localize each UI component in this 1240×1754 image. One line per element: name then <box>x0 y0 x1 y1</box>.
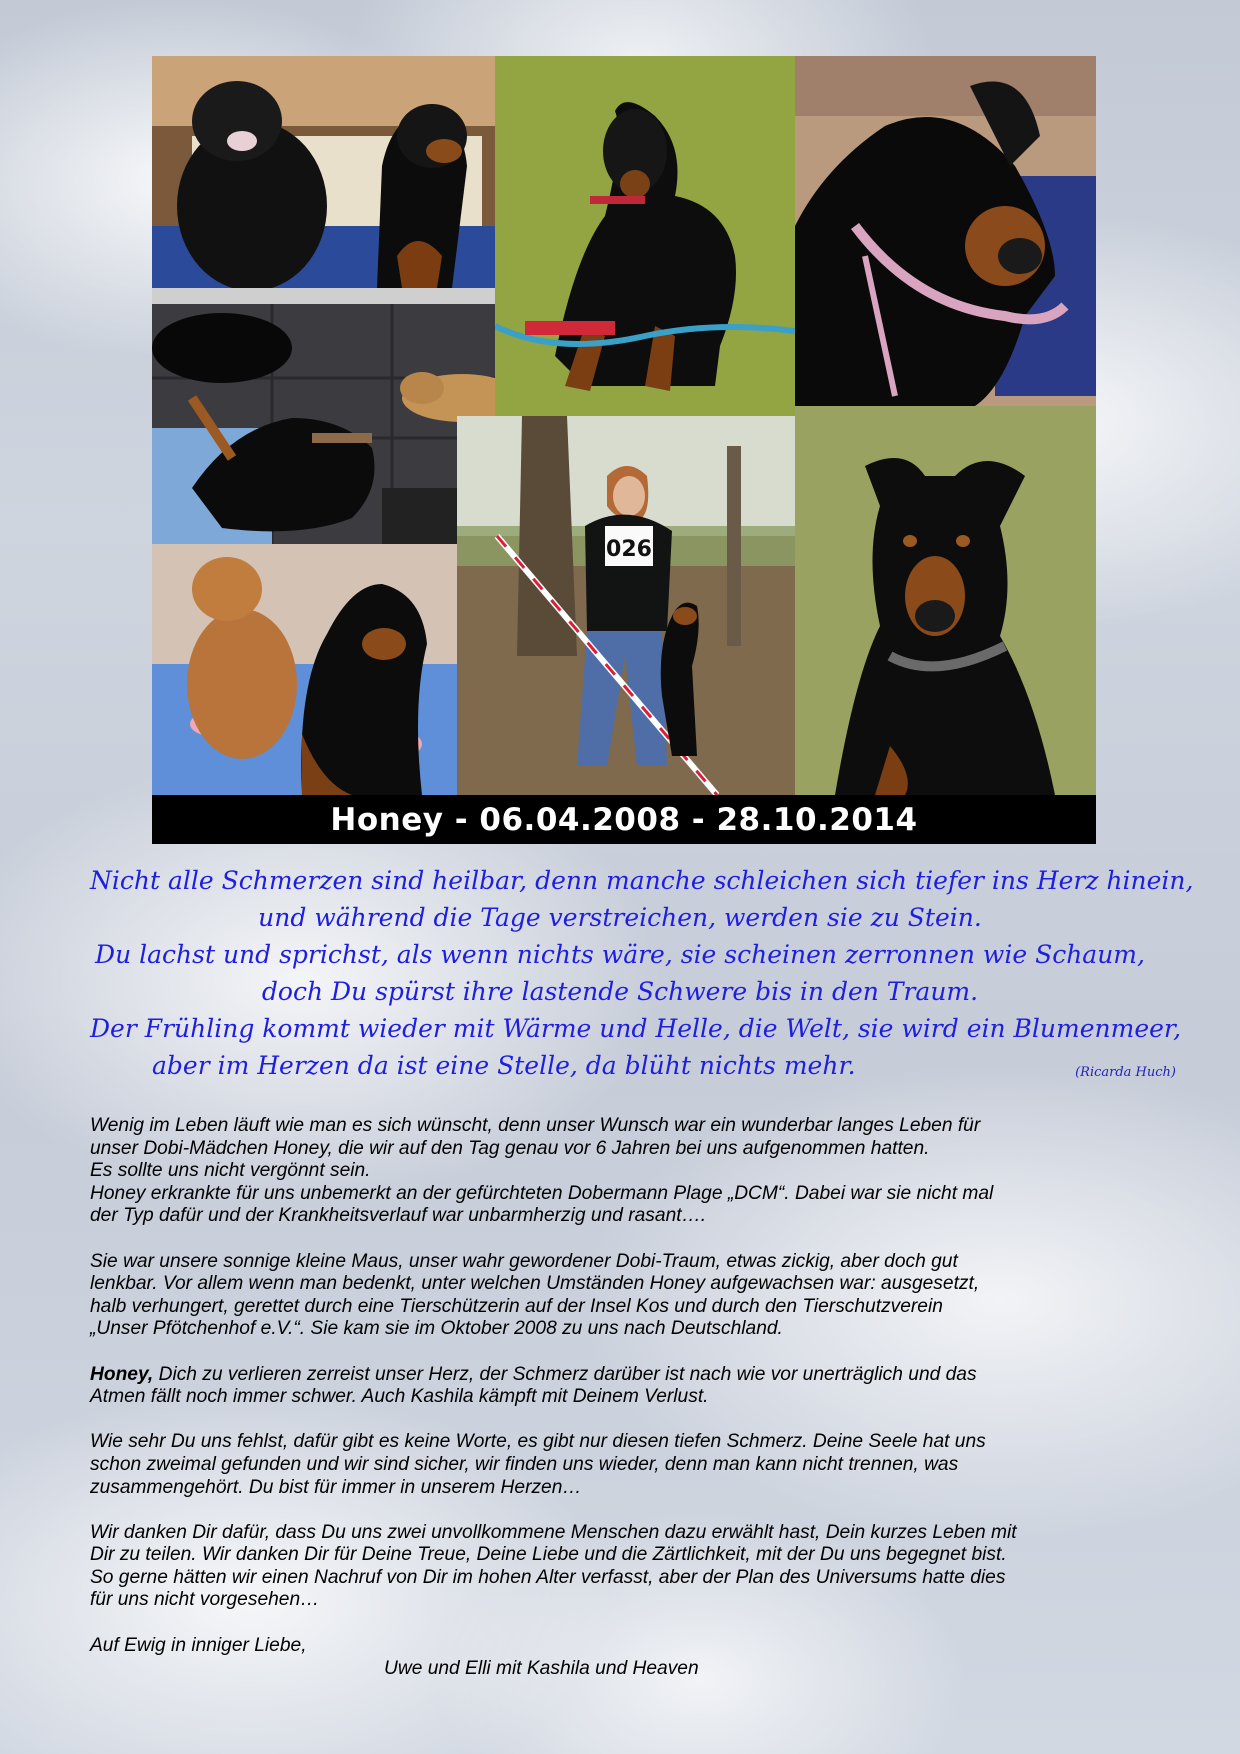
bib-number: 026 <box>606 537 652 562</box>
text-line: Honey erkrankte für uns unbemerkt an der gefürchteten Dobermann Plage „DCM“. Dabei war sie nicht mal <box>90 1182 994 1204</box>
text-line: der Typ dafür und der Krankheitsverlauf war unbarmherzig und rasant…. <box>90 1205 707 1227</box>
text-line: Wenig im Leben läuft wie man es sich wünscht, denn unser Wunsch war ein wunderbar langes Leben für <box>90 1115 981 1136</box>
text-line: Wie sehr Du uns fehlst, dafür gibt es keine Worte, es gibt nur diesen tiefen Schmerz. Deine Seele hat uns <box>90 1431 986 1453</box>
poem-line: und während die Tage verstreichen, werden sie zu Stein. <box>258 903 982 932</box>
photo-doberman-portrait <box>795 406 1096 795</box>
paragraph <box>90 1364 1150 1409</box>
poem-line: Der Frühling kommt wieder mit Wärme und Helle, die Welt, sie wird ein Blumenmeer, <box>90 1014 1182 1043</box>
text-line: So gerne hätten wir einen Nachruf von Dir im hohen Alter verfasst, aber der Plan des Universums hatte dies <box>90 1566 1006 1588</box>
photo-doberman-on-grass <box>495 56 795 416</box>
text-line: zusammengehört. Du bist für immer in unserem Herzen… <box>90 1476 582 1498</box>
text-line: Atmen fällt noch immer schwer. Auch Kashila kämpft mit Deinem Verlust. <box>90 1386 709 1408</box>
poem-line: Nicht alle Schmerzen sind heilbar, denn manche schleichen sich tiefer ins Herz hinein, <box>90 866 1194 895</box>
poem-line: doch Du spürst ihre lastende Schwere bis in den Traum. <box>261 977 979 1006</box>
text-line: „Unser Pfötchenhof e.V.“. Sie kam sie im Oktober 2008 zu uns nach Deutschland. <box>90 1318 783 1340</box>
photo-dogs-sleeping <box>152 288 495 544</box>
text-line: unser Dobi-Mädchen Honey, die wir auf den Tag genau vor 6 Jahren bei uns aufgenommen hatten. <box>90 1137 930 1159</box>
paragraph <box>90 1522 1150 1612</box>
paragraph <box>90 1115 1150 1228</box>
signoff: Auf Ewig in inniger Liebe, <box>90 1635 307 1656</box>
text-line: für uns nicht vorgesehen… <box>90 1589 320 1611</box>
text-line: halb verhungert, gerettet durch eine Tierschützerin auf der Insel Kos und durch den Tierschutzverein <box>90 1295 943 1317</box>
text-line: Dir zu teilen. Wir danken Dir für Deine Treue, Deine Liebe und die Zärtlichkeit, mit der Du uns begegnet bist. <box>90 1544 1007 1566</box>
poem-author: (Ricarda Huch) <box>1075 1065 1176 1080</box>
text-line: schon zweimal gefunden und wir sind sicher, wir finden uns wieder, denn man kann nicht trennen, was <box>90 1453 959 1475</box>
text-fragment: Dich zu verlieren zerreist unser Herz, der Schmerz darüber ist nach wie vor unerträglich und das <box>153 1363 977 1385</box>
photo-schnauzer-and-doberman <box>152 56 495 288</box>
poem-line: aber im Herzen da ist eine Stelle, da blüht nichts mehr. <box>152 1051 856 1080</box>
text-line: Sie war unsere sonnige kleine Maus, unser wahr gewordener Dobi-Traum, etwas zickig, aber doch gut <box>90 1250 958 1272</box>
photo-puppy-and-doberman <box>152 544 457 795</box>
text-line <box>90 1364 1150 1387</box>
photo-collage <box>152 56 1096 844</box>
poem <box>90 862 1194 1084</box>
text-line: Es sollte uns nicht vergönnt sein. <box>90 1160 371 1182</box>
text-line: Wir danken Dir dafür, dass Du uns zwei unvollkommene Menschen dazu erwählt hast, Dein kurzes Leben mit <box>90 1521 1017 1543</box>
text-line: lenkbar. Vor allem wenn man bedenkt, unter welchen Umständen Honey aufgewachsen war: ausgesetzt, <box>90 1273 980 1295</box>
memorial-caption: Honey - 06.04.2008 - 28.10.2014 <box>330 801 918 838</box>
signature: Uwe und Elli mit Kashila und Heaven <box>384 1658 699 1679</box>
photo-doberman-closeup <box>795 56 1096 406</box>
poem-line: Du lachst und sprichst, als wenn nichts wäre, sie scheinen zerronnen wie Schaum, <box>95 940 1145 969</box>
paragraph <box>90 1431 1150 1499</box>
memorial-caption-bar <box>152 795 1096 844</box>
photo-woman-with-doberman <box>457 416 795 795</box>
honey-name-bold: Honey, <box>90 1363 154 1385</box>
paragraph <box>90 1251 1150 1341</box>
obituary-text <box>90 1115 1150 1635</box>
